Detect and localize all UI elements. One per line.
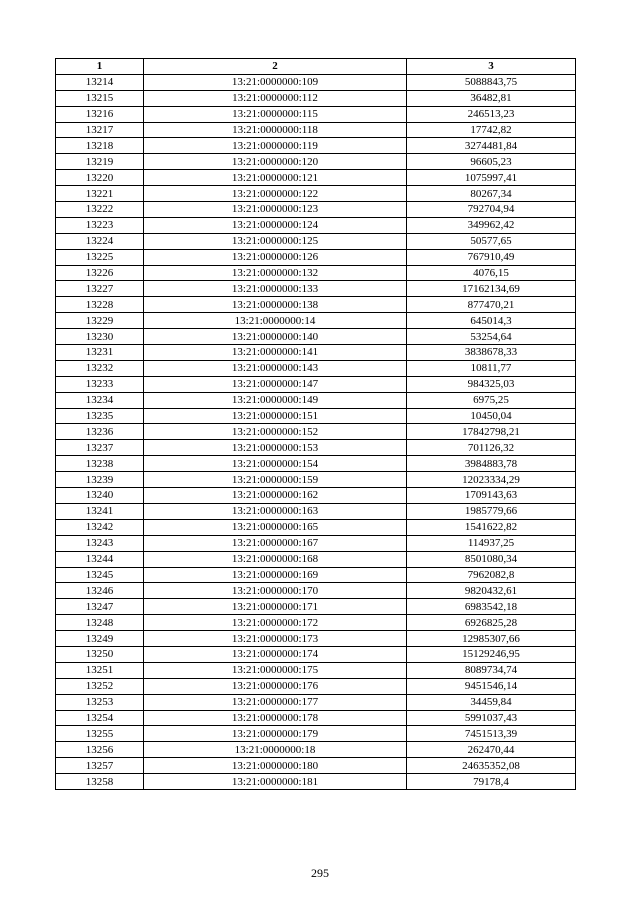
table-row xyxy=(56,646,576,662)
row-number-cell: 13217 xyxy=(56,122,144,138)
value-cell: 80267,34 xyxy=(407,186,576,202)
row-number-cell: 13224 xyxy=(56,233,144,249)
table-row xyxy=(56,329,576,345)
cadastral-number-cell: 13:21:0000000:14 xyxy=(144,313,407,329)
cadastral-number-cell: 13:21:0000000:153 xyxy=(144,440,407,456)
table-row xyxy=(56,106,576,122)
table-row xyxy=(56,202,576,218)
table-row xyxy=(56,694,576,710)
row-number-cell: 13252 xyxy=(56,678,144,694)
table-row xyxy=(56,154,576,170)
cadastral-number-cell: 13:21:0000000:125 xyxy=(144,233,407,249)
value-cell: 10811,77 xyxy=(407,360,576,376)
cadastral-number-cell: 13:21:0000000:120 xyxy=(144,154,407,170)
cadastral-number-cell: 13:21:0000000:162 xyxy=(144,488,407,504)
table-row xyxy=(56,710,576,726)
value-cell: 15129246,95 xyxy=(407,646,576,662)
row-number-cell: 13247 xyxy=(56,599,144,615)
value-cell: 3274481,84 xyxy=(407,138,576,154)
cadastral-number-cell: 13:21:0000000:119 xyxy=(144,138,407,154)
cadastral-number-cell: 13:21:0000000:179 xyxy=(144,726,407,742)
value-cell: 114937,25 xyxy=(407,535,576,551)
row-number-cell: 13258 xyxy=(56,774,144,790)
row-number-cell: 13234 xyxy=(56,392,144,408)
cadastral-number-cell: 13:21:0000000:159 xyxy=(144,472,407,488)
table-row xyxy=(56,408,576,424)
value-cell: 34459,84 xyxy=(407,694,576,710)
row-number-cell: 13230 xyxy=(56,329,144,345)
table-row xyxy=(56,535,576,551)
cadastral-number-cell: 13:21:0000000:152 xyxy=(144,424,407,440)
table-row xyxy=(56,742,576,758)
cadastral-number-cell: 13:21:0000000:171 xyxy=(144,599,407,615)
table-row xyxy=(56,74,576,90)
value-cell: 1541622,82 xyxy=(407,519,576,535)
row-number-cell: 13241 xyxy=(56,503,144,519)
table-row xyxy=(56,217,576,233)
cadastral-number-cell: 13:21:0000000:174 xyxy=(144,646,407,662)
value-cell: 5991037,43 xyxy=(407,710,576,726)
row-number-cell: 13253 xyxy=(56,694,144,710)
value-cell: 9451546,14 xyxy=(407,678,576,694)
cadastral-number-cell: 13:21:0000000:167 xyxy=(144,535,407,551)
cadastral-number-cell: 13:21:0000000:126 xyxy=(144,249,407,265)
row-number-cell: 13250 xyxy=(56,646,144,662)
table-body xyxy=(56,74,576,789)
cadastral-number-cell: 13:21:0000000:124 xyxy=(144,217,407,233)
table-row xyxy=(56,456,576,472)
table-row xyxy=(56,265,576,281)
table-row xyxy=(56,519,576,535)
cadastral-number-cell: 13:21:0000000:132 xyxy=(144,265,407,281)
row-number-cell: 13257 xyxy=(56,758,144,774)
cadastral-number-cell: 13:21:0000000:118 xyxy=(144,122,407,138)
cadastral-number-cell: 13:21:0000000:121 xyxy=(144,170,407,186)
row-number-cell: 13249 xyxy=(56,631,144,647)
table-row xyxy=(56,503,576,519)
cadastral-number-cell: 13:21:0000000:151 xyxy=(144,408,407,424)
cadastral-number-cell: 13:21:0000000:112 xyxy=(144,90,407,106)
row-number-cell: 13239 xyxy=(56,472,144,488)
table-row xyxy=(56,138,576,154)
row-number-cell: 13218 xyxy=(56,138,144,154)
value-cell: 10450,04 xyxy=(407,408,576,424)
row-number-cell: 13229 xyxy=(56,313,144,329)
table-row xyxy=(56,424,576,440)
cadastral-number-cell: 13:21:0000000:173 xyxy=(144,631,407,647)
cadastral-number-cell: 13:21:0000000:172 xyxy=(144,615,407,631)
value-cell: 17842798,21 xyxy=(407,424,576,440)
row-number-cell: 13223 xyxy=(56,217,144,233)
table-row xyxy=(56,583,576,599)
row-number-cell: 13215 xyxy=(56,90,144,106)
row-number-cell: 13225 xyxy=(56,249,144,265)
row-number-cell: 13255 xyxy=(56,726,144,742)
cadastral-number-cell: 13:21:0000000:181 xyxy=(144,774,407,790)
cadastral-number-cell: 13:21:0000000:143 xyxy=(144,360,407,376)
value-cell: 12023334,29 xyxy=(407,472,576,488)
value-cell: 1709143,63 xyxy=(407,488,576,504)
row-number-cell: 13246 xyxy=(56,583,144,599)
cadastral-number-cell: 13:21:0000000:133 xyxy=(144,281,407,297)
cadastral-number-cell: 13:21:0000000:170 xyxy=(144,583,407,599)
column-header-2: 2 xyxy=(144,59,407,75)
cadastral-number-cell: 13:21:0000000:123 xyxy=(144,202,407,218)
row-number-cell: 13221 xyxy=(56,186,144,202)
row-number-cell: 13233 xyxy=(56,376,144,392)
value-cell: 349962,42 xyxy=(407,217,576,233)
cadastral-number-cell: 13:21:0000000:18 xyxy=(144,742,407,758)
page-number: 295 xyxy=(311,866,329,880)
row-number-cell: 13256 xyxy=(56,742,144,758)
table-row xyxy=(56,392,576,408)
cadastral-number-cell: 13:21:0000000:154 xyxy=(144,456,407,472)
row-number-cell: 13214 xyxy=(56,74,144,90)
value-cell: 96605,23 xyxy=(407,154,576,170)
value-cell: 3838678,33 xyxy=(407,345,576,361)
table-row xyxy=(56,440,576,456)
value-cell: 262470,44 xyxy=(407,742,576,758)
value-cell: 8089734,74 xyxy=(407,662,576,678)
table-row xyxy=(56,345,576,361)
table-row xyxy=(56,758,576,774)
cadastral-number-cell: 13:21:0000000:177 xyxy=(144,694,407,710)
table-row xyxy=(56,313,576,329)
cadastral-number-cell: 13:21:0000000:163 xyxy=(144,503,407,519)
cadastral-number-cell: 13:21:0000000:141 xyxy=(144,345,407,361)
value-cell: 36482,81 xyxy=(407,90,576,106)
cadastral-number-cell: 13:21:0000000:168 xyxy=(144,551,407,567)
table-row xyxy=(56,551,576,567)
value-cell: 645014,3 xyxy=(407,313,576,329)
table-row xyxy=(56,567,576,583)
table-row xyxy=(56,472,576,488)
value-cell: 246513,23 xyxy=(407,106,576,122)
data-table xyxy=(55,58,576,790)
row-number-cell: 13254 xyxy=(56,710,144,726)
cadastral-number-cell: 13:21:0000000:175 xyxy=(144,662,407,678)
table-row xyxy=(56,360,576,376)
value-cell: 6975,25 xyxy=(407,392,576,408)
row-number-cell: 13219 xyxy=(56,154,144,170)
row-number-cell: 13228 xyxy=(56,297,144,313)
cadastral-number-cell: 13:21:0000000:138 xyxy=(144,297,407,313)
row-number-cell: 13242 xyxy=(56,519,144,535)
value-cell: 701126,32 xyxy=(407,440,576,456)
cadastral-number-cell: 13:21:0000000:180 xyxy=(144,758,407,774)
value-cell: 877470,21 xyxy=(407,297,576,313)
row-number-cell: 13222 xyxy=(56,202,144,218)
value-cell: 79178,4 xyxy=(407,774,576,790)
cadastral-number-cell: 13:21:0000000:122 xyxy=(144,186,407,202)
value-cell: 8501080,34 xyxy=(407,551,576,567)
cadastral-number-cell: 13:21:0000000:149 xyxy=(144,392,407,408)
table-row xyxy=(56,297,576,313)
cadastral-number-cell: 13:21:0000000:115 xyxy=(144,106,407,122)
cadastral-number-cell: 13:21:0000000:140 xyxy=(144,329,407,345)
table-row xyxy=(56,90,576,106)
value-cell: 7451513,39 xyxy=(407,726,576,742)
table-row xyxy=(56,186,576,202)
row-number-cell: 13238 xyxy=(56,456,144,472)
cadastral-number-cell: 13:21:0000000:169 xyxy=(144,567,407,583)
value-cell: 1985779,66 xyxy=(407,503,576,519)
value-cell: 1075997,41 xyxy=(407,170,576,186)
table-row xyxy=(56,122,576,138)
row-number-cell: 13216 xyxy=(56,106,144,122)
cadastral-number-cell: 13:21:0000000:176 xyxy=(144,678,407,694)
cadastral-number-cell: 13:21:0000000:165 xyxy=(144,519,407,535)
row-number-cell: 13237 xyxy=(56,440,144,456)
table-row xyxy=(56,249,576,265)
row-number-cell: 13235 xyxy=(56,408,144,424)
row-number-cell: 13245 xyxy=(56,567,144,583)
value-cell: 17162134,69 xyxy=(407,281,576,297)
column-header-3: 3 xyxy=(407,59,576,75)
table-row xyxy=(56,281,576,297)
row-number-cell: 13248 xyxy=(56,615,144,631)
column-header-1: 1 xyxy=(56,59,144,75)
table-row xyxy=(56,376,576,392)
row-number-cell: 13251 xyxy=(56,662,144,678)
table-row xyxy=(56,488,576,504)
row-number-cell: 13226 xyxy=(56,265,144,281)
row-number-cell: 13240 xyxy=(56,488,144,504)
value-cell: 9820432,61 xyxy=(407,583,576,599)
row-number-cell: 13236 xyxy=(56,424,144,440)
value-cell: 12985307,66 xyxy=(407,631,576,647)
value-cell: 6983542,18 xyxy=(407,599,576,615)
value-cell: 4076,15 xyxy=(407,265,576,281)
table-row xyxy=(56,615,576,631)
table-row xyxy=(56,233,576,249)
cadastral-number-cell: 13:21:0000000:109 xyxy=(144,74,407,90)
row-number-cell: 13227 xyxy=(56,281,144,297)
table-row xyxy=(56,170,576,186)
value-cell: 6926825,28 xyxy=(407,615,576,631)
cadastral-number-cell: 13:21:0000000:147 xyxy=(144,376,407,392)
row-number-cell: 13232 xyxy=(56,360,144,376)
cadastral-number-cell: 13:21:0000000:178 xyxy=(144,710,407,726)
value-cell: 767910,49 xyxy=(407,249,576,265)
table-row xyxy=(56,631,576,647)
value-cell: 792704,94 xyxy=(407,202,576,218)
table-row xyxy=(56,599,576,615)
value-cell: 17742,82 xyxy=(407,122,576,138)
table-header-row xyxy=(56,59,576,75)
row-number-cell: 13231 xyxy=(56,345,144,361)
row-number-cell: 13220 xyxy=(56,170,144,186)
table-row xyxy=(56,662,576,678)
table-row xyxy=(56,726,576,742)
row-number-cell: 13243 xyxy=(56,535,144,551)
row-number-cell: 13244 xyxy=(56,551,144,567)
value-cell: 5088843,75 xyxy=(407,74,576,90)
value-cell: 53254,64 xyxy=(407,329,576,345)
value-cell: 50577,65 xyxy=(407,233,576,249)
value-cell: 984325,03 xyxy=(407,376,576,392)
table-row xyxy=(56,774,576,790)
value-cell: 24635352,08 xyxy=(407,758,576,774)
value-cell: 3984883,78 xyxy=(407,456,576,472)
table-row xyxy=(56,678,576,694)
value-cell: 7962082,8 xyxy=(407,567,576,583)
